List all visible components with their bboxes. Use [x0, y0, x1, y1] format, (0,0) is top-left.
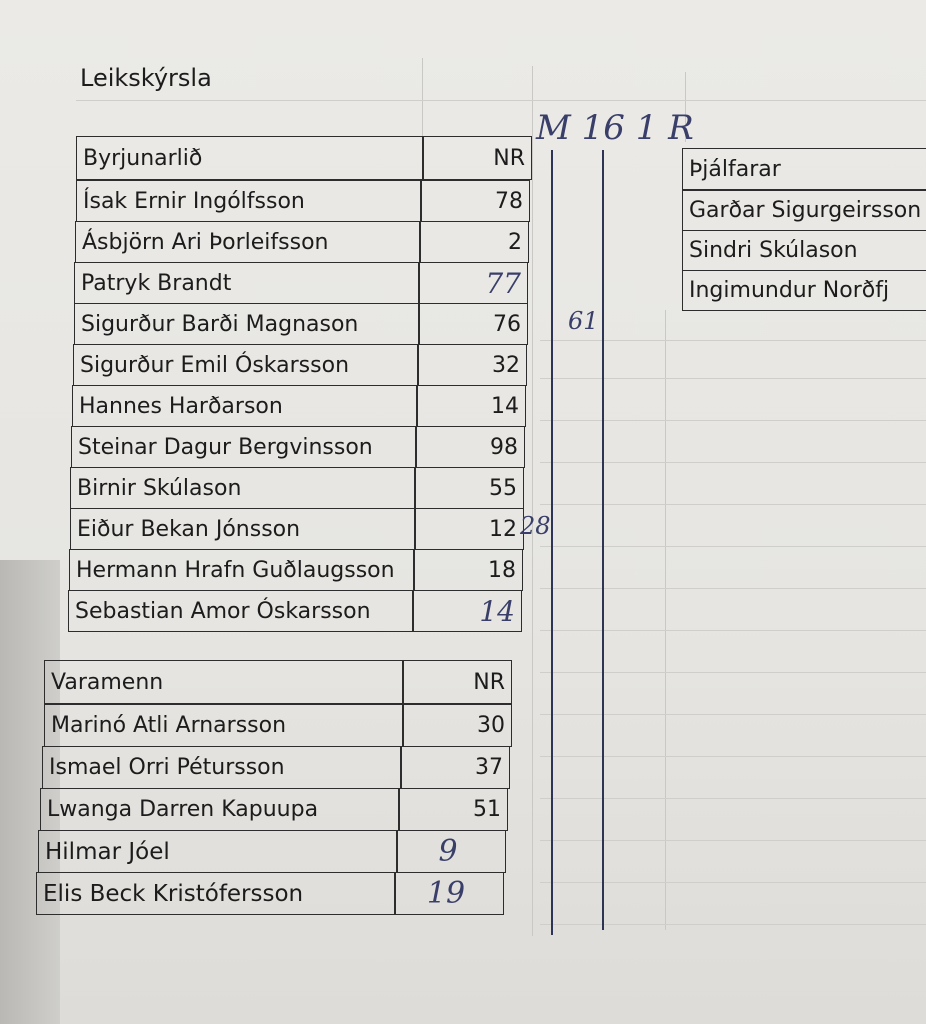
starter-number: 2 [419, 221, 529, 263]
grid-line [76, 100, 926, 101]
starters-header-name: Byrjunarlið [76, 136, 424, 180]
coaches-header: Þjálfarar [682, 148, 926, 190]
starter-name: Patryk Brandt [74, 262, 420, 304]
sub-number: 37 [400, 746, 510, 789]
starter-name: Steinar Dagur Bergvinsson [71, 426, 417, 468]
starter-number: 76 [418, 303, 528, 345]
grid-line [540, 462, 926, 463]
starter-number: 32 [417, 344, 527, 386]
grid-line [540, 840, 926, 841]
starter-name: Sigurður Emil Óskarsson [73, 344, 419, 386]
handwritten-note: 28 [520, 512, 551, 540]
grid-line [532, 66, 533, 936]
coach-name: Ingimundur Norðfj [682, 270, 926, 311]
sub-name: Lwanga Darren Kapuupa [40, 788, 400, 831]
grid-line [540, 714, 926, 715]
starter-name: Birnir Skúlason [70, 467, 416, 509]
starter-name: Ísak Ernir Ingólfsson [76, 180, 422, 222]
starter-number: 77 [418, 262, 528, 304]
sub-number: 30 [402, 704, 512, 747]
grid-line [540, 672, 926, 673]
starter-number: 55 [414, 467, 524, 509]
sub-name: Ismael Orri Pétursson [42, 746, 402, 789]
grid-line [540, 546, 926, 547]
starter-name: Eiður Bekan Jónsson [70, 508, 416, 550]
starter-number: 14 [416, 385, 526, 427]
sub-name: Elis Beck Kristófersson [36, 872, 396, 915]
grid-line [540, 756, 926, 757]
starter-number: 78 [420, 180, 530, 222]
pen-column-line [602, 150, 604, 930]
starter-number: 12 [414, 508, 524, 550]
starter-name: Sebastian Amor Óskarsson [68, 590, 414, 632]
grid-line [540, 798, 926, 799]
pen-column-line [551, 150, 553, 935]
starter-name: Hannes Harðarson [72, 385, 418, 427]
starter-number: 14 [412, 590, 522, 632]
sub-number: 19 [394, 872, 504, 915]
starters-header-nr: NR [422, 136, 532, 180]
handwritten-header: M 16 1 R [536, 108, 694, 148]
grid-line [422, 58, 423, 138]
subs-header-name: Varamenn [44, 660, 404, 704]
starter-number: 18 [413, 549, 523, 591]
grid-line [540, 378, 926, 379]
starter-name: Hermann Hrafn Guðlaugsson [69, 549, 415, 591]
sub-number: 9 [396, 830, 506, 873]
grid-line [540, 504, 926, 505]
subs-header-nr: NR [402, 660, 512, 704]
sheet-title: Leikskýrsla [80, 64, 212, 92]
sub-name: Hilmar Jóel [38, 830, 398, 873]
sub-number: 51 [398, 788, 508, 831]
grid-line [540, 420, 926, 421]
starter-name: Ásbjörn Ari Þorleifsson [75, 221, 421, 263]
grid-line [540, 924, 926, 925]
grid-line [540, 882, 926, 883]
sub-name: Marinó Atli Arnarsson [44, 704, 404, 747]
starter-name: Sigurður Barði Magnason [74, 303, 420, 345]
coach-name: Garðar Sigurgeirsson [682, 190, 926, 231]
handwritten-note: 61 [568, 307, 599, 335]
grid-line [540, 588, 926, 589]
coach-name: Sindri Skúlason [682, 230, 926, 271]
grid-line [665, 310, 666, 930]
grid-line [540, 340, 926, 341]
starter-number: 98 [415, 426, 525, 468]
grid-line [540, 630, 926, 631]
